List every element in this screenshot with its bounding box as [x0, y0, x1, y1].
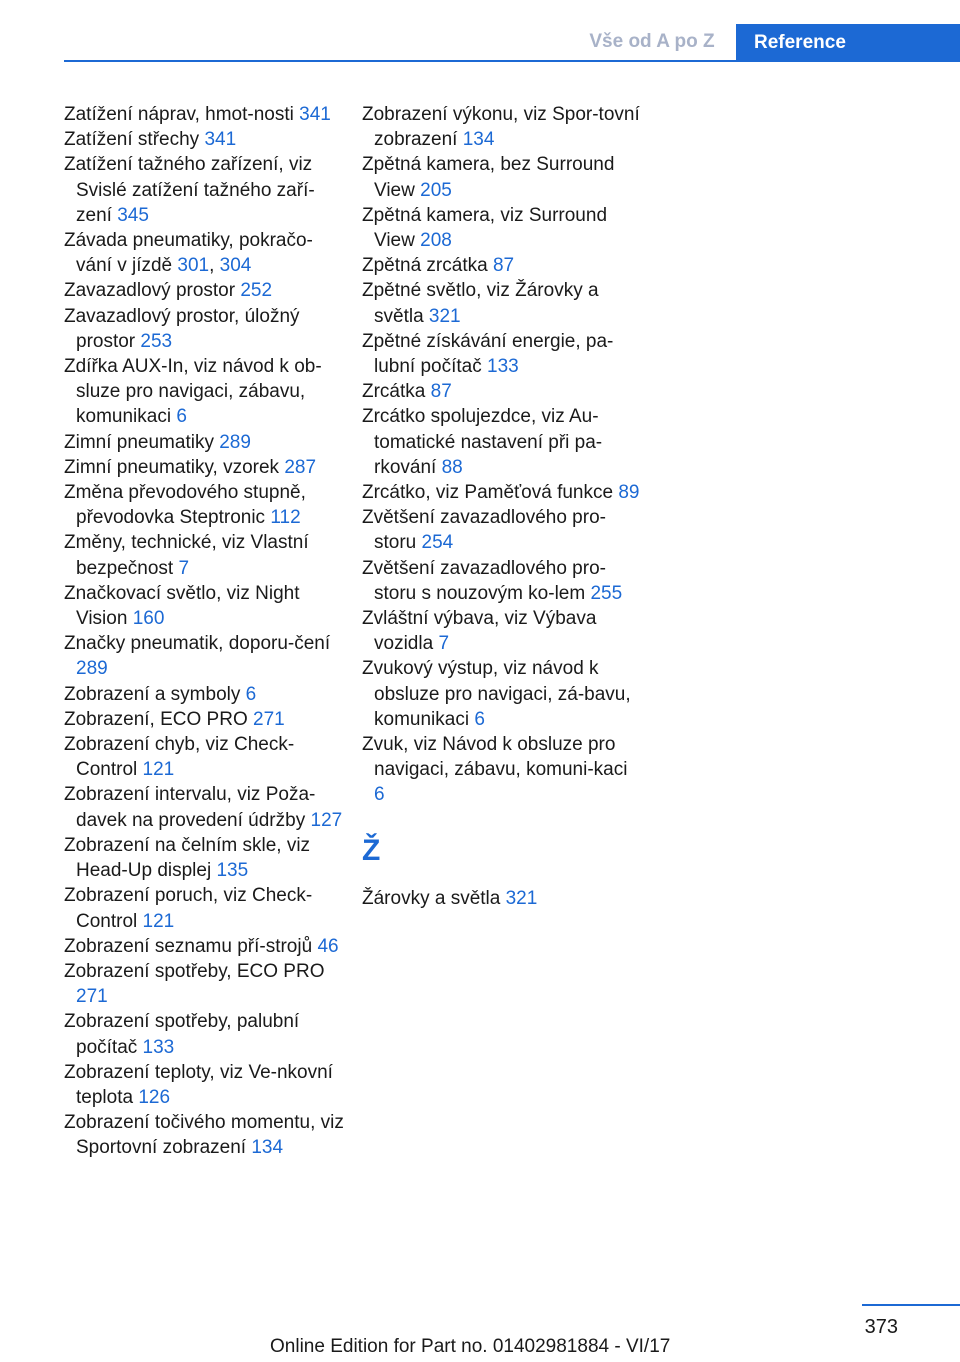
index-entry-text: Zobrazení, ECO PRO [64, 708, 248, 730]
index-entry [362, 480, 642, 505]
header-rule [64, 60, 736, 62]
index-entry [64, 782, 344, 832]
index-entry [64, 581, 344, 631]
page-reference-link[interactable]: 205 [420, 179, 452, 201]
index-entry-text: Zobrazení poruch, viz Check-Control [64, 885, 313, 932]
index-entry-text: Zvukový výstup, viz návod k obsluze pro navigaci, zá-bavu, komunikaci [362, 658, 631, 730]
page-reference-link[interactable]: 46 [317, 935, 339, 957]
page-reference-link[interactable]: 271 [76, 986, 108, 1008]
index-entry-text: Zvětšení zavazadlového pro-storu s nouzovým ko-lem [362, 557, 606, 604]
page-reference-link[interactable]: 89 [618, 482, 640, 504]
page-reference-link[interactable]: 126 [138, 1086, 171, 1108]
index-entry [64, 833, 344, 883]
index-entries-right [362, 102, 642, 808]
page-reference-link[interactable]: 112 [270, 507, 301, 529]
page-reference-link[interactable]: 160 [132, 608, 165, 630]
index-entry-text: Značky pneumatik, doporu-čení [64, 633, 331, 655]
index-entry [362, 278, 642, 328]
page-reference-link[interactable]: 345 [117, 204, 149, 226]
index-entry-text: Zavazadlový prostor, úložný prostor [64, 305, 300, 352]
index-entry-text: Zobrazení teploty, viz Ve-nkovní teplota [64, 1061, 333, 1108]
index-entry [362, 606, 642, 656]
page-reference-link[interactable]: 6 [176, 406, 187, 428]
index-entry [64, 1009, 344, 1059]
index-entry-text: Zimní pneumatiky, vzorek [64, 456, 280, 478]
index-entry-text: Zatížení tažného zařízení, viz Svislé zatížení tažného zaří-zení [64, 154, 315, 226]
index-entry-text: Změna převodového stupně, převodovka Steptronic [64, 482, 306, 529]
index-entry-text: Zatížení střechy [64, 129, 200, 151]
page-reference-link[interactable]: 341 [204, 129, 237, 151]
index-entry [64, 1110, 344, 1160]
page-reference-link[interactable]: 253 [140, 330, 173, 352]
index-entry-text: Zatížení náprav, hmot-nosti [64, 104, 294, 125]
page-reference-link[interactable]: 289 [76, 658, 108, 680]
page-reference-link[interactable]: 135 [216, 860, 249, 882]
index-entry-text: Zvětšení zavazadlového pro-storu [362, 507, 606, 554]
page-reference-link[interactable]: 321 [505, 887, 538, 909]
index-entry-text: Zpětné získávání energie, pa-lubní počítač [362, 330, 614, 378]
index-entry: Závada pneumatiky, pokračo-vání v jízdě 301, 304 [64, 230, 313, 277]
index-entry [64, 354, 344, 430]
index-entry-text: Zvláštní výbava, viz Výbava vozidla [362, 608, 597, 655]
index-entry-text: Zvuk, viz Návod k obsluze pro navigaci, zábavu, komuni-kaci [362, 734, 628, 781]
index-entry [64, 959, 344, 1009]
index-entry [64, 631, 344, 681]
index-entry-text: Žárovky a světla [362, 887, 501, 909]
index-entry [362, 505, 642, 555]
index-entry [362, 886, 642, 911]
index-entry [64, 152, 344, 228]
header-tabs [568, 24, 960, 62]
page-reference-link[interactable]: 127 [310, 809, 343, 831]
index-entry-text: Značkovací světlo, viz Night Vision [64, 582, 300, 630]
edition-line: Online Edition for Part no. 01402981884 - VI/17 [270, 1336, 671, 1357]
index-entry [64, 127, 344, 152]
page-reference-link[interactable]: 6 [474, 708, 485, 730]
index-entry-text: Zrcátka [362, 381, 426, 403]
page-reference-link[interactable]: 254 [421, 532, 454, 554]
page-reference-link[interactable]: 6 [245, 683, 257, 705]
page-reference-link[interactable]: 88 [441, 456, 463, 478]
page-reference-link[interactable]: 341 [299, 104, 331, 125]
index-entry [64, 455, 344, 480]
section-tab[interactable]: Vše od A po Z [568, 24, 736, 62]
index-entry [64, 304, 344, 354]
page-reference-link[interactable]: 287 [284, 456, 317, 478]
footer-rule [862, 1304, 960, 1306]
index-entry-text: Závada pneumatiky, pokračo-vání v jízdě [64, 230, 313, 277]
index-entry [362, 732, 642, 808]
index-entry [64, 530, 344, 580]
page-number: 373 [864, 1316, 898, 1338]
page-reference-link[interactable]: 121 [142, 759, 175, 781]
page-reference-link[interactable]: 321 [428, 305, 461, 327]
index-column-right [362, 102, 642, 911]
page-reference-link[interactable]: 301 [177, 255, 210, 277]
page-reference-link[interactable]: 271 [253, 708, 285, 730]
index-entry-text: Zobrazení na čelním skle, viz Head-Up displej [64, 834, 311, 882]
page-reference-link[interactable]: 121 [142, 910, 175, 932]
page-reference-link[interactable]: 87 [492, 255, 515, 277]
page-reference-link[interactable]: 134 [462, 129, 495, 151]
index-entry-text: Zobrazení spotřeby, palubní počítač [64, 1011, 300, 1058]
index-entry-text: Zobrazení chyb, viz Check-Control [64, 734, 295, 781]
index-entry [362, 253, 642, 278]
chapter-tab[interactable]: Reference [736, 24, 960, 62]
index-entry-text: Zpětné světlo, viz Žárovky a světla [362, 280, 599, 327]
page-reference-link[interactable]: 7 [438, 633, 450, 655]
index-entry [64, 732, 344, 782]
page-reference-link[interactable]: 134 [251, 1137, 284, 1159]
letter-section-entries [362, 886, 642, 911]
index-entry [362, 404, 642, 480]
page-reference-link[interactable]: 6 [374, 784, 385, 806]
index-entry [64, 278, 344, 303]
page-reference-link[interactable]: 7 [178, 557, 190, 579]
index-entry [362, 379, 642, 404]
page-reference-link[interactable]: 304 [219, 255, 252, 277]
index-entry-text: Zobrazení výkonu, viz Spor-tovní zobrazení [362, 104, 640, 151]
index-entry [362, 556, 642, 606]
page-reference-link[interactable]: 87 [430, 381, 452, 403]
index-entry-text: Zavazadlový prostor [64, 280, 236, 302]
index-entry [64, 883, 344, 933]
index-entry [362, 656, 642, 732]
index-entry-text: Zimní pneumatiky [64, 431, 214, 453]
page-reference-link[interactable]: 208 [420, 230, 452, 252]
index-entry [362, 329, 642, 379]
index-entry [362, 102, 642, 152]
index-entry-text: Zobrazení a symboly [64, 683, 241, 705]
index-entry-text: Zrcátko spolujezdce, viz Au-tomatické nastavení při pa-rkování [362, 406, 603, 478]
index-entry-text: Zrcátko, viz Paměťová funkce [362, 482, 614, 504]
index-entry [64, 1060, 344, 1110]
letter-heading: Ž [362, 833, 381, 867]
index-entry-text: Zobrazení seznamu pří-strojů [64, 935, 313, 957]
index-entry [64, 480, 344, 530]
index-entry [64, 707, 344, 732]
index-entry [362, 152, 642, 202]
page-reference-link[interactable]: 289 [219, 431, 251, 453]
index-entry [362, 203, 642, 253]
index-entry-text: Zobrazení točivého momentu, viz Sportovní zobrazení [64, 1112, 344, 1159]
index-entry [64, 682, 344, 707]
page-reference-link[interactable]: 255 [590, 582, 623, 604]
index-entry [64, 430, 344, 455]
index-entry [64, 934, 344, 959]
page-reference-link[interactable]: 133 [142, 1036, 175, 1058]
index-entry-text: Zpětná zrcátka [362, 255, 488, 277]
index-column-left [64, 102, 344, 1161]
index-entry [64, 102, 344, 127]
index-entry-text: Zobrazení spotřeby, ECO PRO [64, 960, 325, 982]
index-entry-text: Zpětná kamera, viz Surround View [362, 204, 608, 252]
page-reference-link[interactable]: 252 [240, 280, 273, 302]
index-entry-text: Změny, technické, viz Vlastní bezpečnost [64, 532, 309, 579]
index-entry-text: Zobrazení intervalu, viz Poža-davek na provedení údržby [64, 784, 316, 831]
page-reference-link[interactable]: 133 [487, 356, 519, 378]
index-entry-text: Zpětná kamera, bez Surround View [362, 154, 615, 201]
index-entry-text: Zdířka AUX-In, viz návod k ob-sluze pro navigaci, zábavu, komunikaci [64, 356, 322, 428]
